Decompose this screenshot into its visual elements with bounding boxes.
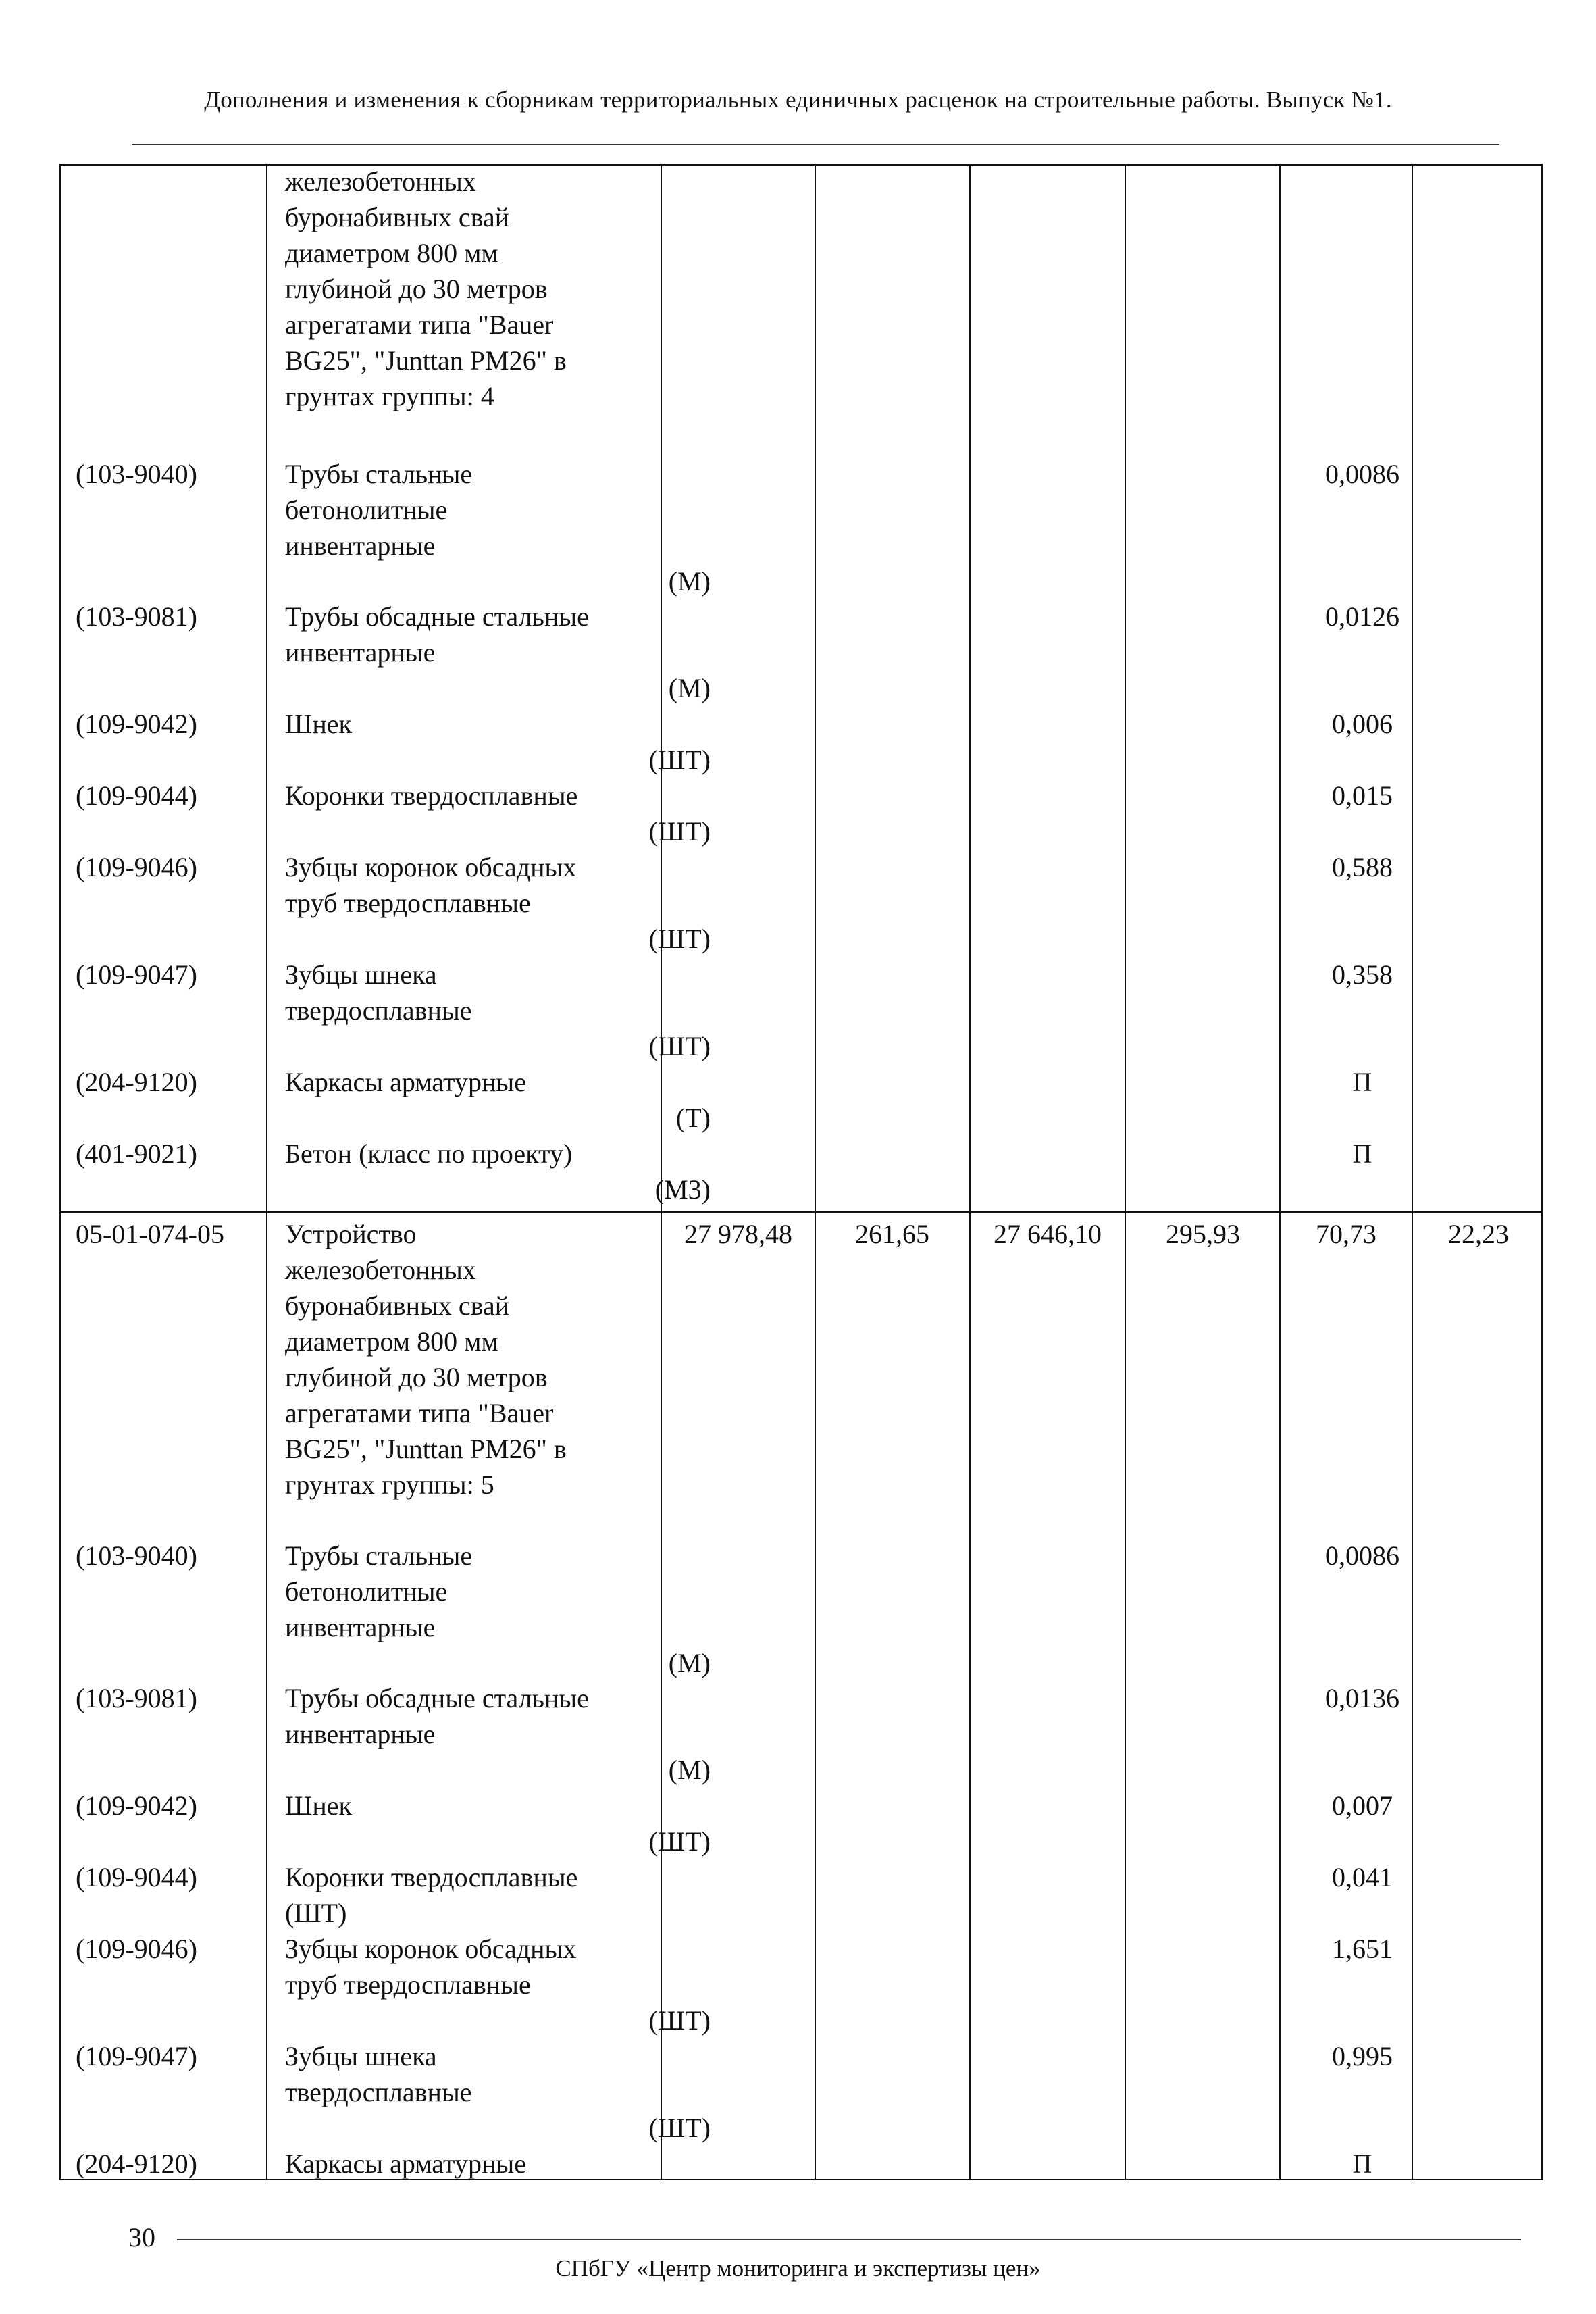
resource-name: Шнек — [285, 1790, 352, 1821]
resource-norm: 0,0086 — [1325, 1540, 1399, 1571]
resource-unit: (ШТ) — [648, 2005, 711, 2036]
resource-unit: (ШТ) — [648, 2113, 711, 2143]
resource-unit: (Т) — [675, 1103, 711, 1133]
resource-code: (109-9044) — [76, 1862, 197, 1892]
resource-norm: 1,651 — [1332, 1934, 1393, 1964]
resource-name: Трубы обсадные стальные инвентарные — [285, 601, 589, 668]
resource-name: Трубы стальные бетонолитные инвентарные — [285, 1540, 473, 1642]
resource-code: (109-9042) — [76, 709, 197, 739]
resource-name: Зубцы шнека твердосплавные — [285, 2041, 472, 2107]
resource-unit: (ШТ) — [648, 1031, 711, 1061]
rates-table — [59, 164, 1543, 2180]
resource-code: (103-9040) — [76, 1540, 197, 1571]
resource-name: Зубцы шнека твердосплавные — [285, 959, 472, 1026]
resource-name: Трубы стальные бетонолитные инвентарные — [285, 459, 473, 561]
row-divider — [61, 1211, 1541, 1213]
resource-name: Шнек — [285, 709, 352, 739]
rate-name: Устройство железобетонных буронабивных свай диаметром 800 мм глубиной до 30 метров агрегатами типа "Bauer BG25", "Junttan PM26" в грунтах группы: 5 — [285, 1219, 567, 1500]
resource-code: (109-9047) — [76, 2041, 197, 2071]
column-divider — [815, 166, 816, 2179]
resource-norm: 0,007 — [1332, 1790, 1393, 1821]
resource-code: (204-9120) — [76, 2148, 197, 2179]
resource-norm: П — [1352, 2148, 1372, 2179]
resource-norm: 0,0126 — [1325, 601, 1399, 632]
resource-unit: (ШТ) — [648, 1826, 711, 1857]
resource-code: (109-9046) — [76, 852, 197, 882]
rate-machinist-wages: 295,93 — [1166, 1219, 1240, 1249]
resource-norm: 0,0086 — [1325, 459, 1399, 489]
column-divider — [969, 166, 971, 2179]
footer-divider — [177, 2239, 1521, 2240]
resource-name: Каркасы арматурные — [285, 2148, 527, 2179]
column-divider — [1125, 166, 1126, 2179]
resource-name: Трубы обсадные стальные инвентарные — [285, 1683, 589, 1749]
page-number: 30 — [128, 2222, 155, 2253]
resource-name: Коронки твердосплавные — [285, 780, 578, 811]
rate-machines: 27 646,10 — [994, 1219, 1102, 1249]
resource-unit: (М) — [668, 1755, 711, 1785]
resource-norm: 0,006 — [1332, 709, 1393, 739]
resource-unit: (М) — [668, 673, 711, 703]
resource-unit: (М) — [668, 1648, 711, 1678]
resource-norm: 0,358 — [1332, 959, 1393, 990]
resource-norm: П — [1352, 1067, 1372, 1097]
resource-name: Каркасы арматурные — [285, 1067, 527, 1097]
resource-code: (103-9040) — [76, 459, 197, 489]
resource-unit: (ШТ) — [648, 924, 711, 954]
resource-unit: (ШТ) — [648, 745, 711, 775]
resource-code: (103-9081) — [76, 601, 197, 632]
resource-name: Коронки твердосплавные (ШТ) — [285, 1862, 578, 1928]
footer-organization: СПбГУ «Центр мониторинга и экспертизы цен» — [555, 2255, 1041, 2282]
resource-code: (109-9047) — [76, 959, 197, 990]
continued-description: железобетонных буронабивных свай диаметром 800 мм глубиной до 30 метров агрегатами типа "Bauer BG25", "Junttan PM26" в грунтах группы: 4 — [285, 166, 567, 411]
resource-code: (109-9042) — [76, 1790, 197, 1821]
resource-code: (109-9046) — [76, 1934, 197, 1964]
resource-unit: (М) — [668, 566, 711, 597]
resource-norm: 0,588 — [1332, 852, 1393, 882]
resource-norm: 0,0136 — [1325, 1683, 1399, 1713]
column-divider — [1279, 166, 1281, 2179]
resource-unit: (ШТ) — [648, 816, 711, 847]
resource-unit: (М3) — [654, 1174, 711, 1205]
header-divider — [132, 144, 1499, 145]
resource-code: (204-9120) — [76, 1067, 197, 1097]
rate-materials: 70,73 — [1316, 1219, 1376, 1249]
resource-norm: 0,995 — [1332, 2041, 1393, 2071]
resource-code: (103-9081) — [76, 1683, 197, 1713]
rate-code: 05-01-074-05 — [76, 1219, 224, 1249]
rate-total-cost: 27 978,48 — [684, 1219, 792, 1249]
rate-labor: 22,23 — [1448, 1219, 1509, 1249]
resource-norm: П — [1352, 1138, 1372, 1169]
resource-code: (109-9044) — [76, 780, 197, 811]
rate-wages: 261,65 — [855, 1219, 929, 1249]
resource-norm: 0,015 — [1332, 780, 1393, 811]
resource-name: Зубцы коронок обсадных труб твердосплавные — [285, 852, 577, 918]
resource-name: Бетон (класс по проекту) — [285, 1138, 573, 1169]
page-header: Дополнения и изменения к сборникам территориальных единичных расценок на строительные работы. Выпуск №1. — [204, 86, 1392, 113]
resource-name: Зубцы коронок обсадных труб твердосплавные — [285, 1934, 577, 2000]
resource-norm: 0,041 — [1332, 1862, 1393, 1892]
resource-code: (401-9021) — [76, 1138, 197, 1169]
